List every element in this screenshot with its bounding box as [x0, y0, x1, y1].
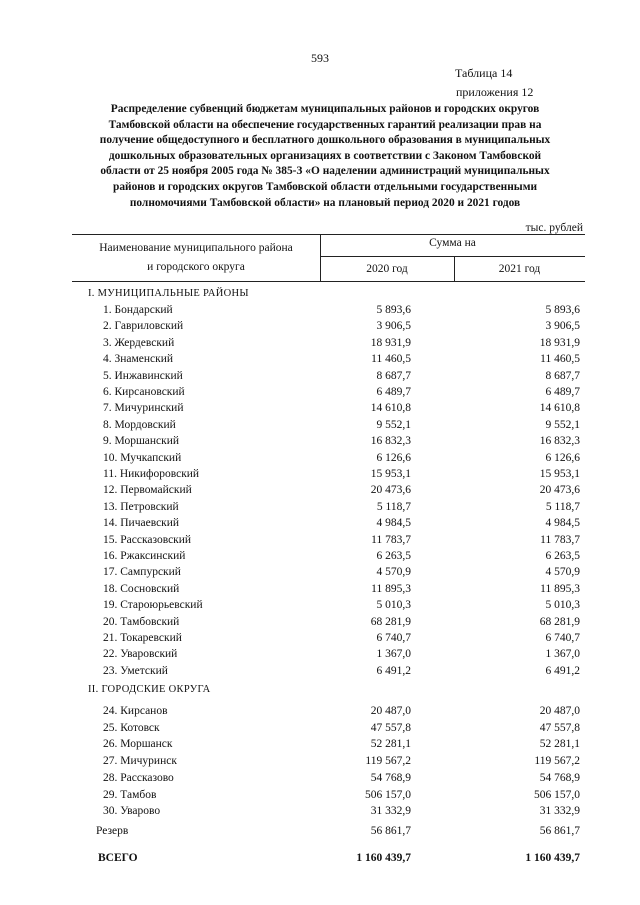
row-value-2021: 506 157,0 [534, 788, 580, 801]
row-value-2020: 6 126,6 [376, 451, 411, 464]
row-name: 10. Мучкапский [103, 451, 182, 464]
table-row [0, 616, 640, 632]
section-heading-districts: I. МУНИЦИПАЛЬНЫЕ РАЙОНЫ [88, 288, 249, 299]
title-line: полномочиями Тамбовской области» на плановый период 2020 и 2021 годов [129, 196, 521, 209]
total-value-2020: 1 160 439,7 [356, 852, 411, 864]
row-name: 2. Гавриловский [103, 320, 184, 333]
title-line: Распределение субвенций бюджетам муниципальных районов и городских округов [110, 103, 540, 115]
table-row [0, 501, 640, 517]
table-row [0, 419, 640, 435]
row-value-2021: 11 783,7 [540, 533, 580, 546]
row-value-2021: 5 118,7 [545, 500, 580, 513]
header-divider [320, 256, 585, 257]
units-label: тыс. рублей [525, 222, 583, 234]
row-name: 5. Инжавинский [103, 369, 183, 382]
table-row [0, 599, 640, 615]
column-header-name [72, 239, 320, 277]
row-name: 12. Первомайский [103, 484, 192, 497]
column-header-2021: 2021 год [498, 263, 541, 275]
row-name: 29. Тамбов [103, 788, 157, 801]
page-number: 593 [311, 51, 329, 65]
table-row [0, 484, 640, 500]
row-name: 21. Токаревский [103, 632, 182, 644]
row-value-2021: 4 984,5 [545, 517, 580, 530]
row-value-2020: 15 953,1 [370, 468, 411, 480]
row-name: 23. Уметский [103, 664, 168, 677]
row-name: 30. Уварово [103, 805, 161, 818]
row-value-2020: 8 687,7 [376, 369, 411, 382]
row-value-2021: 11 460,5 [540, 353, 580, 366]
table-row [0, 468, 640, 484]
column-header-name-line1: Наименование муниципального района [99, 242, 293, 254]
row-name: 14. Пичаевский [103, 517, 180, 530]
row-value-2021: 3 906,5 [545, 320, 580, 333]
row-value-2020: 1 367,0 [376, 648, 411, 661]
row-value-2021: 20 487,0 [539, 705, 580, 717]
row-name: 17. Сампурский [103, 566, 181, 579]
reserve-value-2021: 56 861,7 [539, 825, 580, 837]
appendix-label: приложения 12 [456, 85, 534, 99]
row-name: 28. Рассказово [103, 771, 174, 784]
row-name: 24. Кирсанов [103, 705, 168, 717]
row-value-2020: 6 263,5 [376, 550, 411, 562]
row-value-2021: 52 281,1 [539, 738, 580, 751]
table-row [0, 517, 640, 533]
row-name: 27. Мичуринск [103, 755, 177, 768]
row-value-2020: 54 768,9 [370, 771, 411, 784]
row-value-2021: 8 687,7 [545, 369, 580, 382]
row-value-2020: 5 118,7 [376, 500, 411, 513]
row-value-2020: 4 570,9 [376, 566, 411, 579]
row-value-2021: 54 768,9 [539, 771, 580, 784]
row-value-2020: 20 473,6 [370, 484, 411, 497]
row-value-2020: 52 281,1 [370, 738, 411, 751]
row-value-2021: 4 570,9 [545, 566, 580, 579]
reserve-value-2020: 56 861,7 [370, 825, 411, 837]
table-label: Таблица 14 [455, 66, 513, 80]
row-value-2020: 4 984,5 [376, 517, 411, 530]
table-top-border [72, 234, 585, 235]
row-name: 9. Моршанский [103, 435, 180, 448]
table-row [0, 789, 640, 805]
row-name: 18. Сосновский [103, 582, 180, 595]
row-name: 8. Мордовский [103, 418, 176, 431]
table-row [0, 648, 640, 664]
table-row [0, 386, 640, 402]
column-header-name-line2: и городского округа [147, 261, 245, 273]
row-name: 1. Бондарский [103, 304, 173, 316]
table-row [0, 755, 640, 771]
row-value-2021: 15 953,1 [539, 468, 580, 480]
table-row [0, 452, 640, 468]
row-value-2021: 68 281,9 [539, 615, 580, 628]
row-value-2020: 6 489,7 [376, 386, 411, 398]
header-bottom-border [72, 281, 585, 282]
row-value-2020: 11 460,5 [371, 353, 411, 366]
table-row [0, 353, 640, 369]
row-value-2020: 6 740,7 [376, 632, 411, 644]
table-row [0, 304, 640, 320]
row-name: 26. Моршанск [103, 738, 173, 751]
total-label: ВСЕГО [98, 852, 138, 864]
row-value-2020: 14 610,8 [370, 402, 411, 415]
column-header-sum: Сумма на [429, 237, 476, 249]
row-value-2020: 11 783,7 [371, 533, 411, 546]
table-row [0, 320, 640, 336]
reserve-label: Резерв [96, 825, 129, 837]
row-value-2021: 31 332,9 [539, 805, 580, 818]
row-value-2021: 6 263,5 [545, 550, 580, 562]
table-row [0, 337, 640, 353]
row-value-2021: 9 552,1 [545, 418, 580, 431]
section-heading-city-districts: II. ГОРОДСКИЕ ОКРУГА [88, 684, 211, 695]
row-value-2021: 14 610,8 [539, 402, 580, 415]
row-value-2020: 5 893,6 [376, 304, 411, 316]
row-value-2020: 5 010,3 [376, 599, 411, 612]
total-row [0, 852, 640, 868]
table-row [0, 534, 640, 550]
table-row [0, 772, 640, 788]
row-value-2020: 3 906,5 [376, 320, 411, 333]
row-name: 3. Жердевский [103, 336, 175, 349]
table-row [0, 665, 640, 681]
row-value-2020: 20 487,0 [370, 705, 411, 717]
table-row [0, 370, 640, 386]
row-value-2020: 506 157,0 [365, 788, 411, 801]
row-value-2021: 5 893,6 [545, 304, 580, 316]
table-row [0, 632, 640, 648]
title-line: районов и городских округов Тамбовской области отдельными государственными [112, 180, 538, 193]
row-value-2021: 5 010,3 [545, 599, 580, 612]
row-value-2021: 119 567,2 [534, 755, 580, 768]
row-name: 25. Котовск [103, 721, 160, 734]
title-line: Тамбовской области на обеспечение государственных гарантий реализации прав на [108, 118, 542, 131]
row-name: 19. Староюрьевский [103, 599, 203, 612]
row-value-2021: 11 895,3 [540, 582, 580, 595]
row-value-2021: 6 126,6 [545, 451, 580, 464]
row-value-2021: 6 491,2 [545, 664, 580, 677]
row-value-2020: 9 552,1 [376, 418, 411, 431]
row-name: 4. Знаменский [103, 353, 174, 366]
row-value-2020: 47 557,8 [370, 721, 411, 734]
document-title [60, 102, 590, 211]
row-value-2021: 1 367,0 [545, 648, 580, 661]
row-value-2020: 18 931,9 [370, 336, 411, 349]
row-value-2020: 16 832,3 [370, 435, 411, 448]
title-line: получение общедоступного и бесплатного дошкольного образования в муниципальных [99, 134, 551, 147]
table-row [0, 435, 640, 451]
row-value-2020: 6 491,2 [376, 664, 411, 677]
row-value-2021: 18 931,9 [539, 336, 580, 349]
table-row [0, 583, 640, 599]
row-value-2020: 11 895,3 [371, 582, 411, 595]
column-header-2020: 2020 год [366, 263, 408, 275]
row-value-2020: 119 567,2 [365, 755, 411, 768]
table-row [0, 566, 640, 582]
table-row [0, 805, 640, 821]
row-value-2021: 6 740,7 [545, 632, 580, 644]
row-name: 11. Никифоровский [103, 468, 200, 480]
row-value-2021: 47 557,8 [539, 721, 580, 734]
table-row [0, 738, 640, 754]
row-value-2021: 20 473,6 [539, 484, 580, 497]
title-line: дошкольных образовательных организациях в соответствии с Законом Тамбовской [108, 149, 542, 162]
row-value-2021: 6 489,7 [545, 386, 580, 398]
title-line: области от 25 ноября 2005 года № 385-З «О наделении администраций муниципальных [100, 165, 550, 178]
total-value-2021: 1 160 439,7 [525, 852, 580, 864]
row-name: 16. Ржаксинский [103, 550, 186, 562]
row-name: 6. Кирсановский [103, 386, 185, 398]
row-name: 20. Тамбовский [103, 615, 180, 628]
table-row [0, 550, 640, 566]
row-name: 7. Мичуринский [103, 402, 184, 415]
row-value-2020: 68 281,9 [370, 615, 411, 628]
table-row [0, 402, 640, 418]
row-name: 13. Петровский [103, 500, 179, 513]
row-name: 22. Уваровский [103, 648, 178, 661]
row-value-2020: 31 332,9 [370, 805, 411, 818]
reserve-row [0, 825, 640, 841]
row-name: 15. Рассказовский [103, 533, 192, 546]
row-value-2021: 16 832,3 [539, 435, 580, 448]
table-row [0, 722, 640, 738]
table-row [0, 705, 640, 721]
